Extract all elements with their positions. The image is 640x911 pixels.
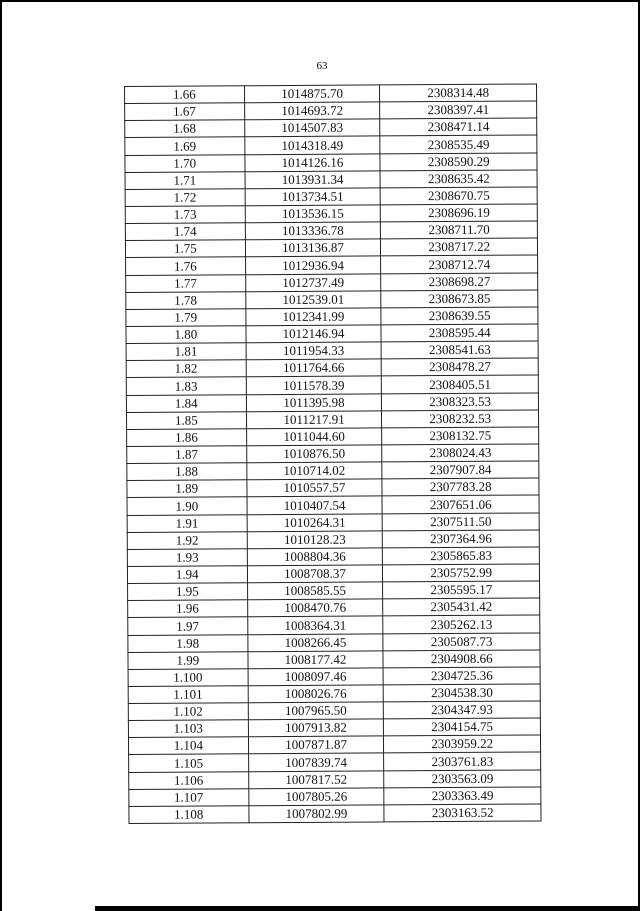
y-coordinate-cell: 2303363.49 [384, 787, 541, 805]
table-row [128, 598, 540, 618]
y-coordinate-cell: 2305087.73 [383, 632, 540, 650]
point-id-cell: 1.106 [129, 771, 249, 789]
point-id-cell: 1.83 [126, 377, 246, 395]
y-coordinate-cell: 2305431.42 [383, 598, 540, 616]
x-coordinate-cell: 1013536.15 [245, 205, 381, 223]
point-id-cell: 1.102 [128, 703, 248, 721]
x-coordinate-cell: 1008364.31 [247, 616, 383, 634]
x-coordinate-cell: 1010407.54 [247, 496, 383, 514]
point-id-cell: 1.80 [126, 326, 246, 344]
point-id-cell: 1.91 [127, 514, 247, 532]
y-coordinate-cell: 2305595.17 [383, 581, 540, 599]
x-coordinate-cell: 1008266.45 [247, 633, 383, 651]
table-row [125, 153, 537, 173]
table-row [125, 101, 537, 121]
y-coordinate-cell: 2303563.09 [384, 770, 541, 788]
table-row [126, 375, 538, 395]
x-coordinate-cell: 1008470.76 [247, 599, 383, 617]
x-coordinate-cell: 1010264.31 [247, 513, 383, 531]
y-coordinate-cell: 2308711.70 [381, 221, 538, 239]
point-id-cell: 1.94 [127, 566, 247, 584]
x-coordinate-cell: 1007913.82 [248, 719, 384, 737]
coordinates-table-body [125, 84, 541, 824]
y-coordinate-cell: 2308535.49 [380, 135, 537, 153]
table-row [127, 427, 539, 447]
x-coordinate-cell: 1011954.33 [246, 342, 382, 360]
table-row [127, 547, 539, 567]
x-coordinate-cell: 1014126.16 [245, 153, 381, 171]
y-coordinate-cell: 2307364.96 [383, 530, 540, 548]
point-id-cell: 1.93 [127, 549, 247, 567]
x-coordinate-cell: 1012936.94 [245, 256, 381, 274]
table-row [126, 341, 538, 361]
table-row [127, 512, 539, 532]
table-row [126, 255, 538, 275]
x-coordinate-cell: 1013136.87 [245, 239, 381, 257]
table-row [128, 735, 540, 755]
point-id-cell: 1.104 [128, 737, 248, 755]
table-row [128, 632, 540, 652]
table-row [126, 393, 538, 413]
x-coordinate-cell: 1007871.87 [248, 736, 384, 754]
point-id-cell: 1.85 [126, 411, 246, 429]
x-coordinate-cell: 1007839.74 [248, 753, 384, 771]
table-row [128, 667, 540, 687]
point-id-cell: 1.105 [129, 754, 249, 772]
table-row [127, 530, 539, 550]
table-row [127, 495, 539, 515]
point-id-cell: 1.88 [127, 463, 247, 481]
point-id-cell: 1.79 [126, 309, 246, 327]
x-coordinate-cell: 1010128.23 [247, 531, 383, 549]
point-id-cell: 1.107 [129, 789, 249, 807]
table-row [125, 221, 537, 241]
table-row [129, 787, 541, 807]
point-id-cell: 1.74 [125, 223, 245, 241]
point-id-cell: 1.66 [125, 86, 245, 104]
point-id-cell: 1.103 [128, 720, 248, 738]
table-row [128, 684, 540, 704]
y-coordinate-cell: 2308541.63 [382, 341, 539, 359]
x-coordinate-cell: 1008097.46 [248, 668, 384, 686]
x-coordinate-cell: 1013336.78 [245, 222, 381, 240]
point-id-cell: 1.84 [126, 394, 246, 412]
y-coordinate-cell: 2308670.75 [381, 187, 538, 205]
table-row [126, 290, 538, 310]
scan-bottom-edge [95, 906, 640, 911]
x-coordinate-cell: 1013931.34 [245, 171, 381, 189]
x-coordinate-cell: 1008177.42 [248, 651, 384, 669]
y-coordinate-cell: 2304347.93 [384, 701, 541, 719]
point-id-cell: 1.71 [125, 171, 245, 189]
y-coordinate-cell: 2308639.55 [381, 307, 538, 325]
y-coordinate-cell: 2308712.74 [381, 255, 538, 273]
point-id-cell: 1.72 [125, 189, 245, 207]
point-id-cell: 1.86 [127, 429, 247, 447]
coordinates-table [124, 83, 542, 824]
x-coordinate-cell: 1013734.51 [245, 188, 381, 206]
point-id-cell: 1.100 [128, 669, 248, 687]
y-coordinate-cell: 2308717.22 [381, 238, 538, 256]
x-coordinate-cell: 1010714.02 [246, 462, 382, 480]
x-coordinate-cell: 1007805.26 [248, 788, 384, 806]
table-row [129, 752, 541, 772]
y-coordinate-cell: 2303163.52 [384, 804, 541, 822]
y-coordinate-cell: 2308590.29 [380, 153, 537, 171]
y-coordinate-cell: 2308314.48 [380, 84, 537, 102]
table-row [128, 718, 540, 738]
x-coordinate-cell: 1011395.98 [246, 393, 382, 411]
table-row [125, 204, 537, 224]
x-coordinate-cell: 1012146.94 [246, 325, 382, 343]
x-coordinate-cell: 1011217.91 [246, 411, 382, 429]
table-row [125, 238, 537, 258]
y-coordinate-cell: 2308132.75 [382, 427, 539, 445]
y-coordinate-cell: 2308696.19 [381, 204, 538, 222]
x-coordinate-cell: 1008585.55 [247, 582, 383, 600]
x-coordinate-cell: 1011578.39 [246, 376, 382, 394]
x-coordinate-cell: 1008708.37 [247, 565, 383, 583]
y-coordinate-cell: 2308635.42 [380, 170, 537, 188]
y-coordinate-cell: 2305752.99 [383, 564, 540, 582]
table-row [127, 564, 539, 584]
x-coordinate-cell: 1010557.57 [247, 479, 383, 497]
point-id-cell: 1.81 [126, 343, 246, 361]
point-id-cell: 1.70 [125, 154, 245, 172]
point-id-cell: 1.97 [128, 617, 248, 635]
x-coordinate-cell: 1007802.99 [248, 805, 384, 823]
point-id-cell: 1.78 [126, 291, 246, 309]
x-coordinate-cell: 1007817.52 [248, 771, 384, 789]
y-coordinate-cell: 2308471.14 [380, 118, 537, 136]
table-row [128, 701, 540, 721]
table-row [126, 307, 538, 327]
y-coordinate-cell: 2304908.66 [383, 650, 540, 668]
point-id-cell: 1.76 [126, 257, 246, 275]
point-id-cell: 1.89 [127, 480, 247, 498]
point-id-cell: 1.92 [127, 531, 247, 549]
y-coordinate-cell: 2308397.41 [380, 101, 537, 119]
x-coordinate-cell: 1012539.01 [245, 291, 381, 309]
point-id-cell: 1.101 [128, 686, 248, 704]
point-id-cell: 1.82 [126, 360, 246, 378]
table-row [125, 187, 537, 207]
y-coordinate-cell: 2307651.06 [382, 495, 539, 513]
point-id-cell: 1.98 [128, 634, 248, 652]
table-row [127, 461, 539, 481]
point-id-cell: 1.99 [128, 651, 248, 669]
point-id-cell: 1.75 [125, 240, 245, 258]
x-coordinate-cell: 1014507.83 [244, 119, 380, 137]
point-id-cell: 1.67 [125, 103, 245, 121]
x-coordinate-cell: 1014693.72 [244, 102, 380, 120]
table-row [129, 770, 541, 790]
x-coordinate-cell: 1011044.60 [246, 428, 382, 446]
table-row [125, 170, 537, 190]
y-coordinate-cell: 2308595.44 [381, 324, 538, 342]
point-id-cell: 1.68 [125, 120, 245, 138]
y-coordinate-cell: 2307907.84 [382, 461, 539, 479]
x-coordinate-cell: 1010876.50 [246, 445, 382, 463]
table-row [127, 478, 539, 498]
table-row [126, 410, 538, 430]
table-row [126, 324, 538, 344]
point-id-cell: 1.96 [128, 600, 248, 618]
table-row [128, 650, 540, 670]
x-coordinate-cell: 1012341.99 [245, 308, 381, 326]
point-id-cell: 1.77 [126, 274, 246, 292]
point-id-cell: 1.69 [125, 137, 245, 155]
y-coordinate-cell: 2304538.30 [384, 684, 541, 702]
x-coordinate-cell: 1014318.49 [244, 136, 380, 154]
y-coordinate-cell: 2305262.13 [383, 615, 540, 633]
table-row [126, 273, 538, 293]
y-coordinate-cell: 2308405.51 [382, 375, 539, 393]
y-coordinate-cell: 2308232.53 [382, 410, 539, 428]
x-coordinate-cell: 1008026.76 [248, 685, 384, 703]
table-row [126, 358, 538, 378]
table-row [128, 581, 540, 601]
y-coordinate-cell: 2308698.27 [381, 273, 538, 291]
y-coordinate-cell: 2308478.27 [382, 358, 539, 376]
table-row [128, 615, 540, 635]
table-row [127, 444, 539, 464]
table-row [125, 84, 537, 104]
x-coordinate-cell: 1007965.50 [248, 702, 384, 720]
point-id-cell: 1.108 [129, 806, 249, 824]
page-number: 63 [316, 60, 328, 72]
table-row [125, 118, 537, 138]
y-coordinate-cell: 2308024.43 [382, 444, 539, 462]
y-coordinate-cell: 2303761.83 [384, 752, 541, 770]
y-coordinate-cell: 2308673.85 [381, 290, 538, 308]
y-coordinate-cell: 2304154.75 [384, 718, 541, 736]
x-coordinate-cell: 1012737.49 [245, 273, 381, 291]
y-coordinate-cell: 2303959.22 [384, 735, 541, 753]
y-coordinate-cell: 2307511.50 [383, 512, 540, 530]
y-coordinate-cell: 2304725.36 [383, 667, 540, 685]
y-coordinate-cell: 2305865.83 [383, 547, 540, 565]
table-row [129, 804, 541, 824]
y-coordinate-cell: 2307783.28 [382, 478, 539, 496]
point-id-cell: 1.95 [128, 583, 248, 601]
table-row [125, 135, 537, 155]
x-coordinate-cell: 1011764.66 [246, 359, 382, 377]
x-coordinate-cell: 1008804.36 [247, 548, 383, 566]
x-coordinate-cell: 1014875.70 [244, 85, 380, 103]
y-coordinate-cell: 2308323.53 [382, 393, 539, 411]
point-id-cell: 1.73 [125, 206, 245, 224]
point-id-cell: 1.87 [127, 446, 247, 464]
point-id-cell: 1.90 [127, 497, 247, 515]
